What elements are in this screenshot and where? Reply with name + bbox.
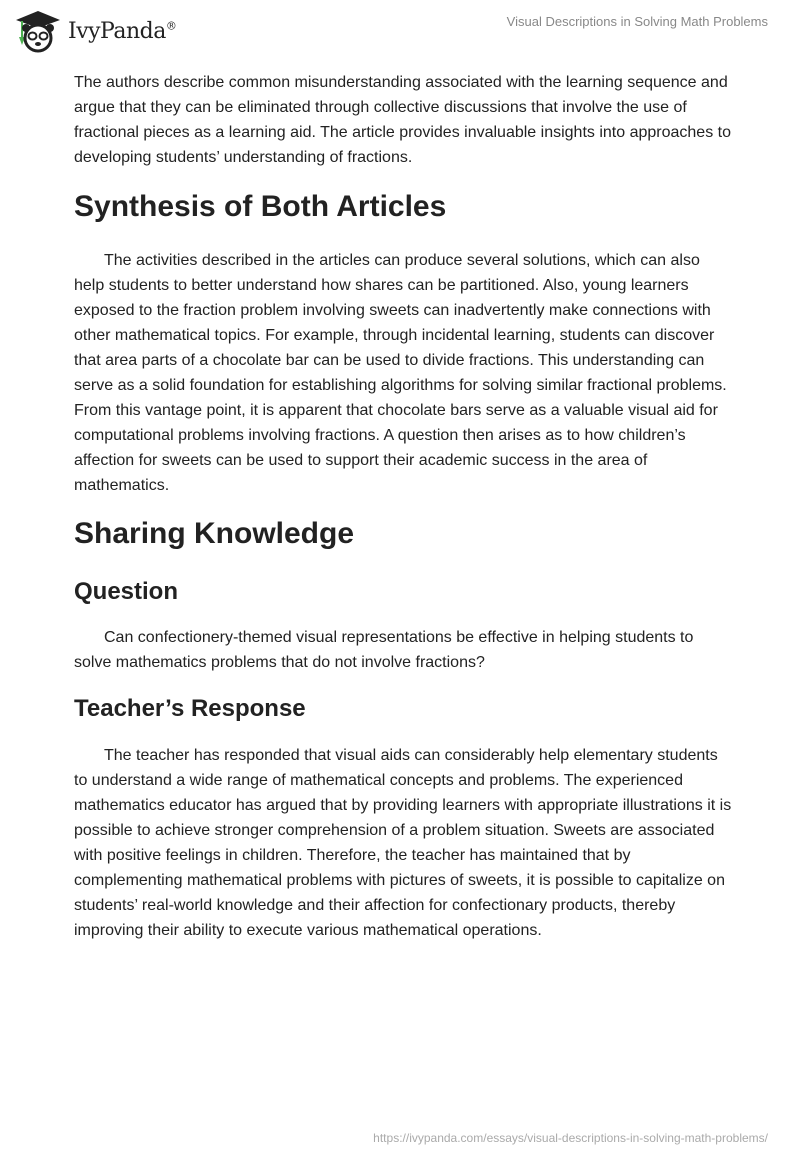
paragraph-question: Can confectionery-themed visual representations be effective in helping students to solve mathematics problems that do not involve fractions?	[74, 629, 694, 671]
ivypanda-logo[interactable]	[14, 9, 176, 53]
running-title: Visual Descriptions in Solving Math Problems	[506, 14, 768, 29]
paragraph-synthesis: The activities described in the articles can produce several solutions, which can also help students to better understand how shares can be partitioned. Also, young learners exposed to the fraction problem involving sweets can inadvertently make connections with other mathematical topics. For example, through incidental learning, students can discover that area parts of a chocolate bar can be used to divide fractions. This understanding can serve as a solid foundation for establishing algorithms for solving similar fractional problems. From this vantage point, it is apparent that chocolate bars serve as a valuable visual aid for computational problems involving fractions. A question then arises as to how children’s affection for sweets can be used to support their academic success in the area of mathematics.	[74, 252, 727, 494]
heading-question: Question	[74, 578, 179, 605]
paragraph-intro: The authors describe common misunderstanding associated with the learning sequence and argue that they can be eliminated through collective discussions that involve the use of fractional pieces as a learning aid. The article provides invaluable insights into approaches to developing students’ understanding of fractions.	[74, 74, 731, 166]
registered-mark: ®	[165, 19, 177, 33]
heading-sharing-knowledge: Sharing Knowledge	[74, 517, 355, 550]
heading-teacher-response: Teacher’s Response	[74, 695, 306, 722]
logo-text: IvyPanda	[68, 18, 166, 44]
paragraph-teacher-response: The teacher has responded that visual aids can considerably help elementary students to understand a wide range of mathematical concepts and problems. The experienced mathematics educator has argued that by providing learners with appropriate illustrations it is possible to achieve stronger comprehension of a problem situation. Sweets are associated with positive feelings in children. Therefore, the teacher has maintained that by complementing mathematical problems with pictures of sweets, it is possible to capitalize on students’ real-world knowledge and their affection for confectionary products, thereby improving their ability to execute various mathematical operations.	[74, 747, 732, 939]
panda-graduate-icon	[14, 9, 62, 53]
source-url-link[interactable]: https://ivypanda.com/essays/visual-descriptions-in-solving-math-problems/	[373, 1131, 768, 1145]
heading-synthesis: Synthesis of Both Articles	[74, 190, 447, 223]
